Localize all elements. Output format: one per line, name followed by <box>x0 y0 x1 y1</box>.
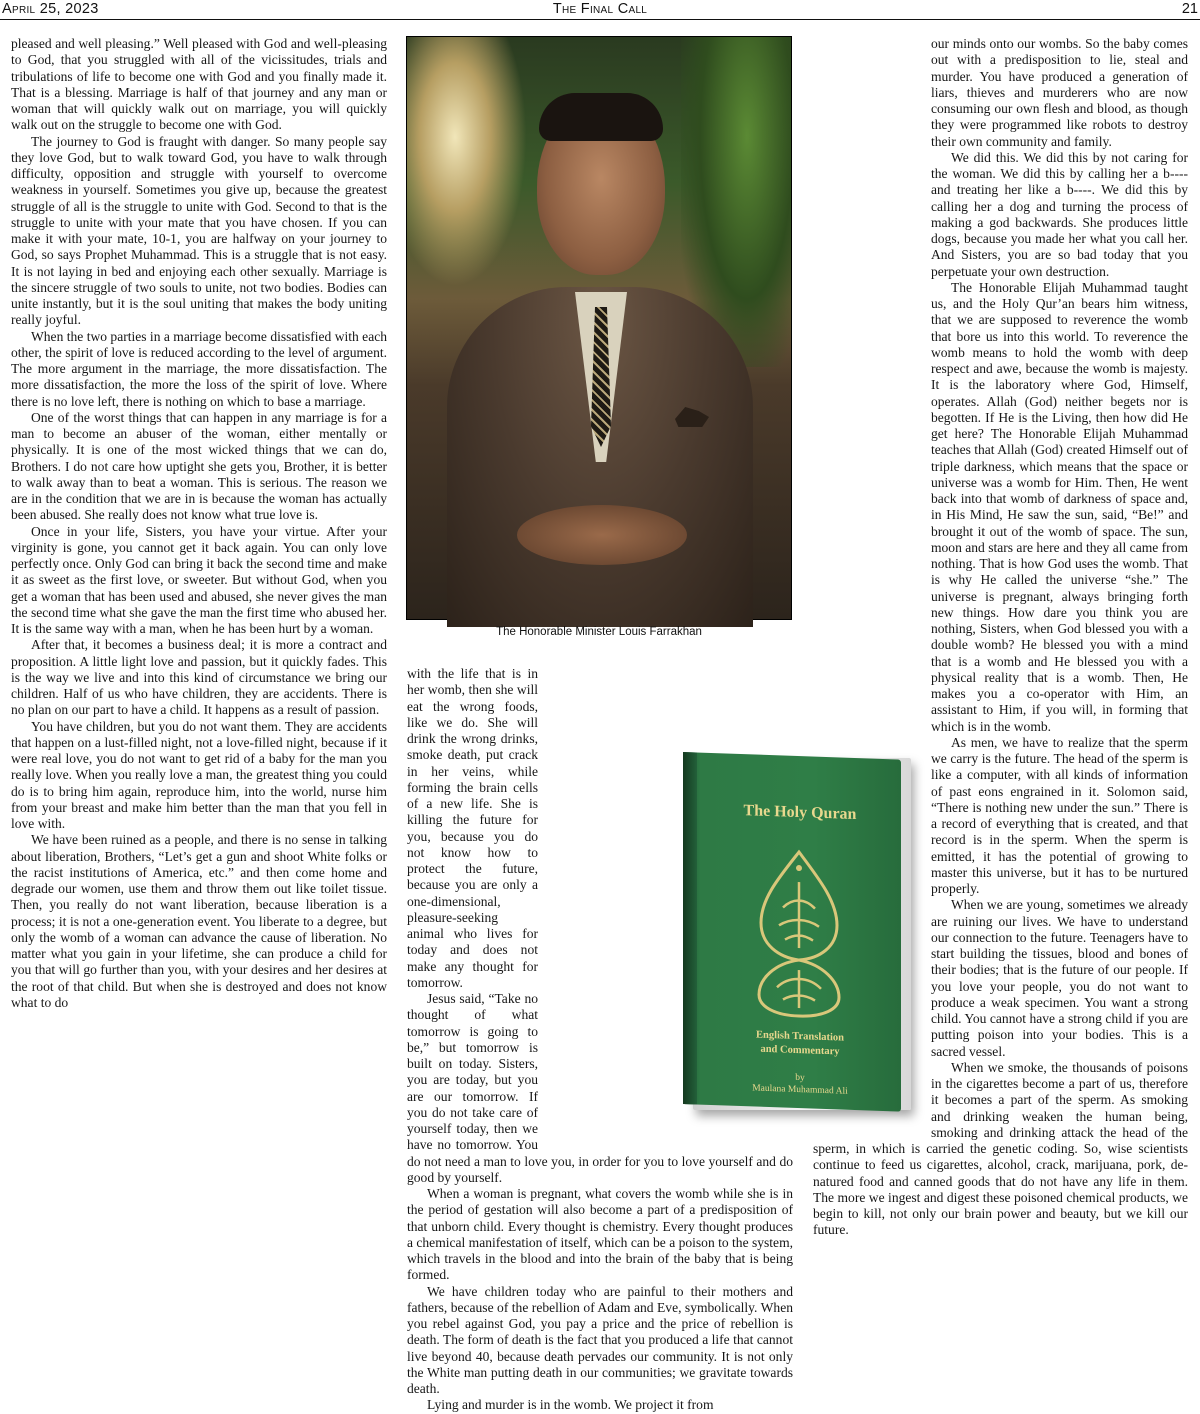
book-subtitle-line: English Translation <box>755 1029 845 1044</box>
paragraph: After that, it becomes a business deal; it is more a contract and proposition. A little light love and passion, but it quickly fades. This is the way we live and into this kind of circumstance we bring our children. Half of us who have children, they are accidents. There is no plan on our part to have a child. It happens as a result of passion. <box>11 637 387 718</box>
portrait-hands <box>517 505 687 565</box>
paragraph: Once in your life, Sisters, you have your virtue. After your virginity is gone, you cannot get it back again. You can only love perfectly once. Only God can bring it back the second time and make it as sweet as the first love, or sweeter. But without God, when you get a woman that has been used and abused, she never gives the man the second time what she gave the man the first time who abused her. It is the same way with a man, when he has been hurt by a woman. <box>11 523 387 636</box>
paragraph: As men, we have to realize that the sperm we carry is the future. The head of the sperm is like a computer, with all kinds of information of past eons engrained in it. Solomon said, “There is nothing new under the sun.” There is a record of everything that is created, and that record is in the sperm. When the sperm is emitted, it has the potential of growing to master this universe, but it has to be nurtured properly. <box>931 734 1188 896</box>
paragraph: Lying and murder is in the womb. We project it from <box>427 1397 714 1413</box>
paragraph: We have been ruined as a people, and there is no sense in talking about liberation, Brothers, “Let’s get a gun and shoot White folks or the racist institutions of America, etc.” and then come home and degrade our women, use them and throw them out like toilet tissue. Then, you really do not want liberation, because liberation is a process; it is not a one-generation event. You liberate to a degree, but only the womb of a woman can advance the cause of liberation. No matter what you gain in your lifetime, she can produce a child for you that will go further than you, with your desires and her desires at the root of that child. But when she is destroyed and does not know what to do <box>11 832 387 1010</box>
book-subtitle-line: and Commentary <box>760 1043 840 1058</box>
book-author <box>705 1069 895 1100</box>
holy-quran-book-image <box>681 752 921 1124</box>
paragraph: We did this. We did this by not caring for the woman. We did this by calling her a b---- and treating her like a b----. We did this by calling her a dog and turning the process of making a god backwards. She produces little dogs, because you made her what you call her. And Sisters, you are so bad today that you perpetuate your own destruction. <box>931 149 1188 279</box>
book-title: The Holy Quran <box>743 802 857 824</box>
book-by: by <box>795 1072 805 1084</box>
article-column-1 <box>11 36 387 1298</box>
portrait-hair <box>539 93 663 141</box>
page-number: 21 <box>1181 1 1198 17</box>
paragraph: When we smoke, the thousands of poisons in the cigarettes become a part of us, therefore it becomes a part of the sperm. As smoking and drinking weaken the human being, smoking and drinking attack the head of the sperm, in which is carried the genetic coding. So, wise scientists continue to feed us cigarettes, alcohol, crack, marijuana, pork, de-natured food and canned goods that do not have any life in them. The more we ingest and digest these poisoned chemical products, we begin to kill, not only our brain power and beauty, but we kill our future. <box>813 1059 1188 1238</box>
paragraph: We have children today who are painful to their mothers and fathers, because of the rebellion of Adam and Eve, symbolically. When you rebel against God, you pay a price and the price of rebellion is death. The form of death is the fact that you produced a life that cannot live beyond 40, because death pervades our community. It is not only the White man putting death in our communities; we gravitate towards death. <box>407 1283 793 1396</box>
page-header <box>0 0 1200 20</box>
paragraph: When the two parties in a marriage become dissatisfied with each other, the spirit of love is reduced according to the level of argument. The more argument in the marriage, the more dissatisfaction. The more dissatisfaction, the more the loss of the spirit of love. Where there is no love left, there is nothing on which to base a marriage. <box>11 328 387 409</box>
book-cover <box>683 752 901 1112</box>
book-spine <box>683 752 697 1104</box>
paragraph: with the life that is in her womb, then she will eat the wrong foods, like we do. She will drink the wrong drinks, smoke death, put crack in her veins, while forming the brain cells of a new life. She is killing the future for you, because you do not know how to protect the future, because you are only a one-dimensional, pleasure-seeking animal who lives for today and does not make any thought for tomorrow. <box>407 666 538 990</box>
paragraph: The journey to God is fraught with danger. So many people say they love God, but to walk toward God, you have to walk through difficulty, opposition and struggle with yourself to overcome weakness in yourself. Sometimes you give up, because the greatest struggle of all is the struggle to unite with God. Second to that is the struggle to unite with your mate that you have chosen. If you can make it with your mate, 10-1, you are halfway on your journey to God, so says Prophet Muhammad. This is a struggle that is not easy. It is not laying in bed and enjoying each other sexually. Marriage is the sincere struggle of two souls to unite, not two bodies. Bodies can unite instantly, but it is the soul uniting that makes the body uniting really joyful. <box>11 133 387 328</box>
paragraph: pleased and well pleasing.” Well pleased with God and well-pleasing to God, that you struggled with all of the vicissitudes, trials and tribulations of life to become one with God and you finally made it. That is a blessing. Marriage is half of that journey and any man or woman that will quickly walk out on marriage, you will quickly walk out on the struggle to become one with God. <box>11 36 387 133</box>
paragraph: The Honorable Elijah Muhammad taught us, and the Holy Qur’an bears him witness, that we are supposed to reverence the womb that bore us into this world. To reverence the womb means to hold the womb with deep respect and awe, because the womb is majesty. It is the laboratory where God, Himself, operates. Allah (God) neither begets nor is begotten. If He is the Living, then how did He get here? The Honorable Elijah Muhammad teaches that Allah (God) created Himself out of triple darkness, which means that the space or universe was a womb for Him. Then, He went back into that womb of darkness of space and, in His Mind, He saw the sun, said, “Be!” and brought it out of the womb of space. The sun, moon and stars are here and they all came from nothing. That is how God uses the womb. That is why He called the universe “she.” The universe is pregnant, always bringing forth new things. How dare you think you are nothing, Sisters, when God blessed you with a double womb? He blessed you with a mind that is a womb and He blessed you with a physical reality that is a womb. Then, He makes you a co-operator with Him, an assistant to Him, if you will, in forming that which is in the womb. <box>931 279 1188 734</box>
book-author-name: Maulana Muhammad Ali <box>752 1083 848 1097</box>
issue-date: April 25, 2023 <box>2 1 99 17</box>
paragraph: Jesus said, “Take no thought of what tomorrow is going to be,” but tomorrow is built on today. Sisters, you are today, but you are our tomorrow. If you do not take care of yourself today, then we have no tomorrow. You do not need a man to love you, in order for you to love yourself and do good by yourself. <box>407 991 793 1185</box>
paragraph: When a woman is pregnant, what covers the womb while she is in the period of gestation will also become a part of a predisposition of that unborn child. Every thought is chemistry. Every thought produces a chemical manifestation of itself, which can be a poison to the system, which travels in the blood and into the brain of the baby that is being formed. <box>407 1186 793 1283</box>
paragraph: our minds onto our wombs. So the baby comes out with a predisposition to lie, steal and murder. You have produced a generation of liars, thieves and murderers who are now consuming our own flesh and blood, as though they were programmed like robots to destroy their own community and family. <box>931 36 1188 149</box>
paragraph: One of the worst things that can happen in any marriage is for a man to become an abuser of the woman, either mentally or physically. It is one of the most wicked things that we can do, Brothers. I do not care how uptight she gets you, Brother, it is better to walk away than to beat a woman. This is serious. The reason we are in the condition that we are in is because the woman has actually been abused. She really does not know what true love is. <box>11 409 387 523</box>
paragraph: You have children, but you do not want them. They are accidents that happen on a lust-filled night, not a love-filled night, because if it were real love, you do not want to get rid of a baby for the man you really love. When you really love a man, the greatest thing you could do is to bring him again, reproduce him, into the world, nurse him from your breast and make him better than the man that you fell in love with. <box>11 718 387 831</box>
book-subtitle <box>705 1027 895 1062</box>
calligraphy-emblem-icon <box>753 846 845 1019</box>
paragraph: When we are young, sometimes we already are ruining our lives. We have to understand our connection to the future. Teenagers have to start building the tissues, blood and bones of their bodies; that is the future of our people. If you love your people, you do not want to produce a weak specimen. You want a strong child. You cannot have a strong child if you are putting poison into your bodies. This is a sacred vessel. <box>931 897 1188 1059</box>
photo-caption: The Honorable Minister Louis Farrakhan <box>496 626 702 638</box>
background-light <box>407 37 527 287</box>
minister-portrait-photo <box>406 36 792 620</box>
publication-name: The Final Call <box>552 1 648 17</box>
